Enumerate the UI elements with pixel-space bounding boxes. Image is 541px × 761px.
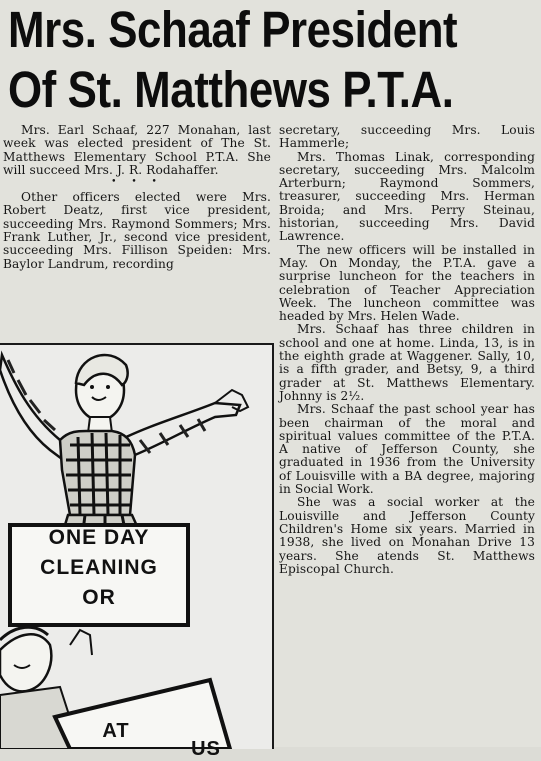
article-paragraph: Mrs. Thomas Linak, corresponding secretary, succeeding Mrs. Malcolm Arterburn; Raymond Sommers, treasurer, succeeding Mrs. Herman Broida; and Mrs. Perry Steinau, historian, succeeding Mrs. David Lawrence. [279, 149, 535, 244]
article-paragraph: Mrs. Earl Schaaf, 227 Monahan, last week was elected president of The St. Matthews Elementary School P.T.A. She will succeed Mrs. J. R. Rodahaffer. [3, 123, 271, 177]
sign-line: ONE DAY [48, 526, 150, 549]
separator-dots: • • • [111, 177, 163, 188]
article-paragraph: She was a social worker at the Louisville and Jefferson County Children's Home six years. Married in 1938, she lived on Monahan Drive 13 years. She atends St. Matthews Episcopal Church. [279, 495, 535, 576]
article-paragraph: Mrs. Schaaf the past school year has been chairman of the moral and spiritual values committee of the P.T.A. A native of Jefferson County, she graduated in 1936 from the University of Louisville with a BA degree, majoring in Social Work. [279, 402, 535, 497]
sign-lower-left-text: AT [102, 720, 130, 742]
sign-line: OR [82, 586, 116, 609]
article-paragraph: The new officers will be installed in May. On Monday, the P.T.A. gave a surprise luncheon for the teachers in celebration of Teacher Appreciation Week. The luncheon committee was headed by Mrs. Helen Wade. [279, 242, 535, 324]
article-paragraph: Other officers elected were Mrs. Robert Deatz, first vice president, succeeding Mrs. Raymond Sommers; Mrs. Frank Luther, Jr., second vice president, succeeding Mrs. Fillison Speiden: Mrs. Baylor Landrum, recording [3, 190, 271, 271]
article-column-left [3, 124, 271, 271]
article-column-right [279, 124, 535, 576]
sign-one-day-cleaning [10, 523, 188, 613]
headline [8, 0, 462, 120]
article-paragraph: secretary, succeeding Mrs. Louis Hammerle; [279, 123, 535, 151]
headline-line-1: Mrs. Schaaf President [8, 1, 458, 58]
article-paragraph: Mrs. Schaaf has three children in school and one at home. Linda, 13, is in the eighth grade at Waggener. Sally, 10, is a fifth grader, and Betsy, 9, a third grader at St. Matthews Elementary. Johnny is 2½. [279, 322, 535, 403]
sign-line: CLEANING [40, 556, 158, 579]
headline-line-2: Of St. Matthews P.T.A. [8, 61, 454, 118]
sign-lower-right-text: US [191, 738, 221, 760]
